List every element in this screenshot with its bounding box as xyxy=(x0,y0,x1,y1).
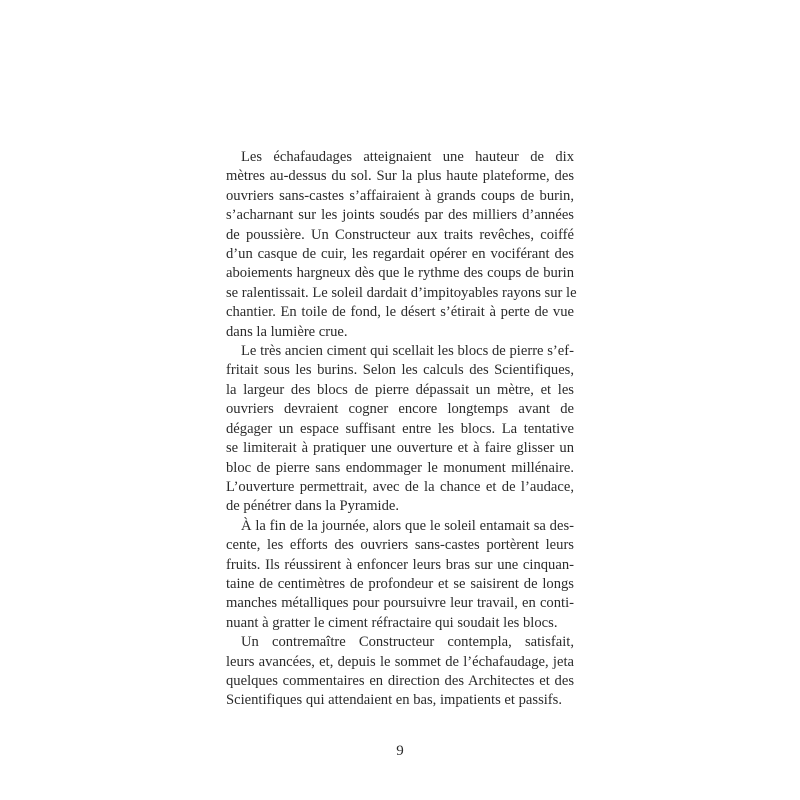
text-line: taine de centimètres de profondeur et se saisirent de longs xyxy=(226,575,574,592)
text-line: de poussière. Un Constructeur aux traits revêches, coiffé xyxy=(226,226,574,243)
text-line: Le très ancien ciment qui scellait les blocs de pierre s’ef- xyxy=(241,343,574,360)
text-line: ouvriers sans-castes s’affairaient à grands coups de burin, xyxy=(226,187,574,204)
paragraph xyxy=(226,517,574,633)
text-line: aboiements hargneux dès que le rythme des coups de burin xyxy=(226,265,574,282)
text-line: manches métalliques pour poursuivre leur travail, en conti- xyxy=(226,595,574,612)
text-line: ouvriers devraient cogner encore longtemps avant de xyxy=(226,401,574,418)
text-line: chantier. En toile de fond, le désert s’étirait à perte de vue xyxy=(226,304,574,321)
text-line: de pénétrer dans la Pyramide. xyxy=(226,498,400,515)
text-line: leurs avancées, et, depuis le sommet de l’échafaudage, jeta xyxy=(226,653,574,670)
text-line: d’un casque de cuir, les regardait opérer en vociférant des xyxy=(226,246,574,263)
text-line: quelques commentaires en direction des Architectes et des xyxy=(226,672,574,689)
paragraph xyxy=(226,148,577,342)
text-line: cente, les efforts des ouvriers sans-castes portèrent leurs xyxy=(226,537,574,554)
body-text xyxy=(226,148,577,711)
text-line: mètres au-dessus du sol. Sur la plus haute plateforme, des xyxy=(226,168,574,185)
text-line: bloc de pierre sans endommager le monument millénaire. xyxy=(226,459,574,476)
text-line: dans la lumière crue. xyxy=(226,323,348,340)
paragraph xyxy=(226,342,574,517)
text-line: s’acharnant sur les joints soudés par des milliers d’années xyxy=(226,207,574,224)
paragraph xyxy=(226,633,574,711)
text-line: fruits. Ils réussirent à enfoncer leurs bras sur une cinquan- xyxy=(226,556,574,573)
text-line: Scientifiques qui attendaient en bas, impatients et passifs. xyxy=(226,692,562,709)
text-line: fritait sous les burins. Selon les calculs des Scientifiques, xyxy=(226,362,574,379)
text-line: la largeur des blocs de pierre dépassait un mètre, et les xyxy=(226,381,574,398)
text-line: À la fin de la journée, alors que le soleil entamait sa des- xyxy=(241,517,574,534)
text-line: Un contremaître Constructeur contempla, satisfait, xyxy=(241,634,574,651)
text-line: nuant à gratter le ciment réfractaire qui soudait les blocs. xyxy=(226,614,558,631)
text-line: L’ouverture permettrait, avec de la chance et de l’audace, xyxy=(226,478,574,495)
text-line: dégager un espace suffisant entre les blocs. La tentative xyxy=(226,420,574,437)
page-number: 9 xyxy=(396,743,404,759)
text-line: se ralentissait. Le soleil dardait d’impitoyables rayons sur le xyxy=(226,284,577,301)
text-line: se limiterait à pratiquer une ouverture et à faire glisser un xyxy=(226,440,574,457)
text-line: Les échafaudages atteignaient une hauteur de dix xyxy=(241,149,574,165)
